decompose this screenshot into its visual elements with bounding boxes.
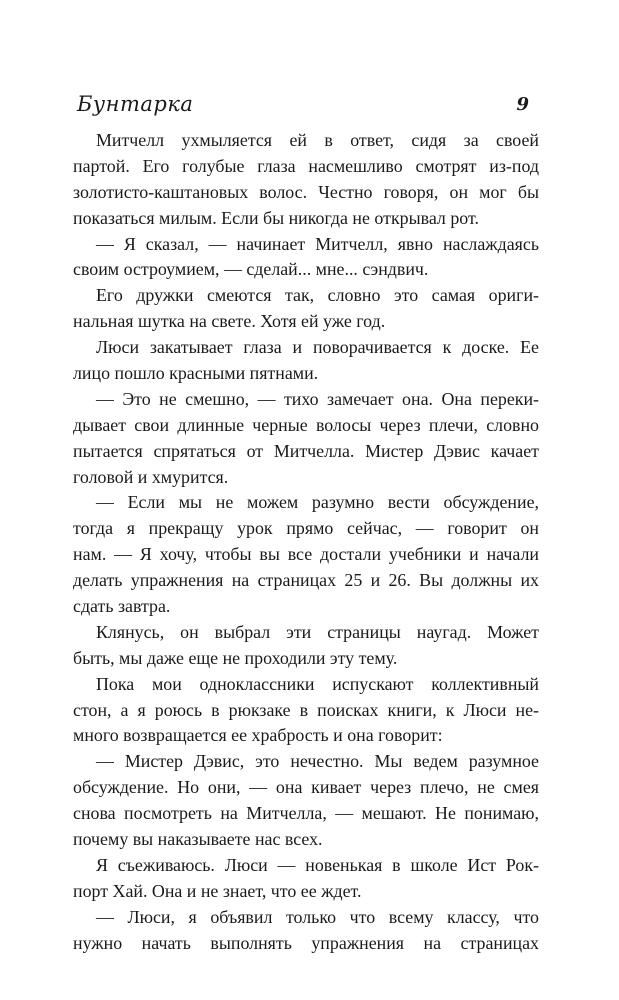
text-line: лицо пошло красными пятнами. — [73, 363, 319, 384]
text-line: головой и хмурится. — [73, 466, 229, 487]
text-line: стон, а я роюсь в рюкзаке в поисках книги, к Люси не- — [73, 699, 539, 720]
text-line: делать упражнения на страницах 25 и 26. Вы должны их — [73, 570, 539, 591]
text-line: показаться милым. Если бы никогда не открывал рот. — [73, 207, 479, 228]
text-line: Пока мои одноклассники испускают коллективный — [96, 673, 539, 694]
text-line: дывает свои длинные черные волосы через плечи, словно — [73, 414, 539, 435]
text-line: — Люси, я объявил только что всему классу, что — [96, 906, 539, 927]
text-line: Люси закатывает глаза и поворачивается к доске. Ее — [96, 337, 539, 358]
text-line: — Я сказал, — начинает Митчелл, явно наслаждаясь — [96, 233, 539, 254]
text-line: сдать завтра. — [73, 596, 171, 617]
body-text — [73, 128, 539, 957]
text-line: нужно начать выполнять упражнения на страницах — [73, 932, 539, 953]
text-line: нальная шутка на свете. Хотя ей уже год. — [73, 311, 386, 332]
text-line: нам. — Я хочу, чтобы вы все достали учебники и начали — [73, 544, 539, 565]
text-line: партой. Его голубые глаза насмешливо смотрят из-под — [73, 155, 539, 176]
text-line: Митчелл ухмыляется ей в ответ, сидя за своей — [96, 130, 539, 150]
text-line: снова посмотреть на Митчелла, — мешают. Не понимаю, — [73, 803, 539, 824]
text-line: быть, мы даже еще не проходили эту тему. — [73, 647, 398, 668]
text-line: — Если мы не можем разумно вести обсуждение, — [96, 492, 539, 513]
page-number: 9 — [516, 94, 529, 115]
text-line: — Мистер Дэвис, это нечестно. Мы ведем разумное — [96, 751, 539, 772]
text-line: обсуждение. Но они, — она кивает через плечо, не смея — [73, 777, 539, 798]
text-line: — Это не смешно, — тихо замечает она. Она переки- — [96, 388, 539, 409]
text-line: почему вы наказываете нас всех. — [73, 829, 323, 850]
text-line: тогда я прекращу урок прямо сейчас, — говорит он — [73, 518, 539, 539]
text-line: Клянусь, он выбрал эти страницы наугад. Может — [96, 621, 539, 642]
running-title: Бунтарка — [77, 92, 194, 116]
text-line: золотисто-каштановых волос. Честно говоря, он мог бы — [73, 181, 539, 202]
running-head — [77, 92, 529, 120]
text-line: своим остроумием, — сделай... мне... сэндвич. — [73, 259, 429, 280]
text-line: пытается спрятаться от Митчелла. Мистер Дэвис качает — [73, 440, 539, 461]
text-line: Его дружки смеются так, словно это самая ориги- — [96, 285, 539, 306]
text-line: порт Хай. Она и не знает, что ее ждет. — [73, 880, 362, 901]
text-line: Я съеживаюсь. Люси — новенькая в школе Ист Рок- — [96, 854, 539, 875]
text-line: много возвращается ее храбрость и она говорит: — [73, 725, 443, 746]
